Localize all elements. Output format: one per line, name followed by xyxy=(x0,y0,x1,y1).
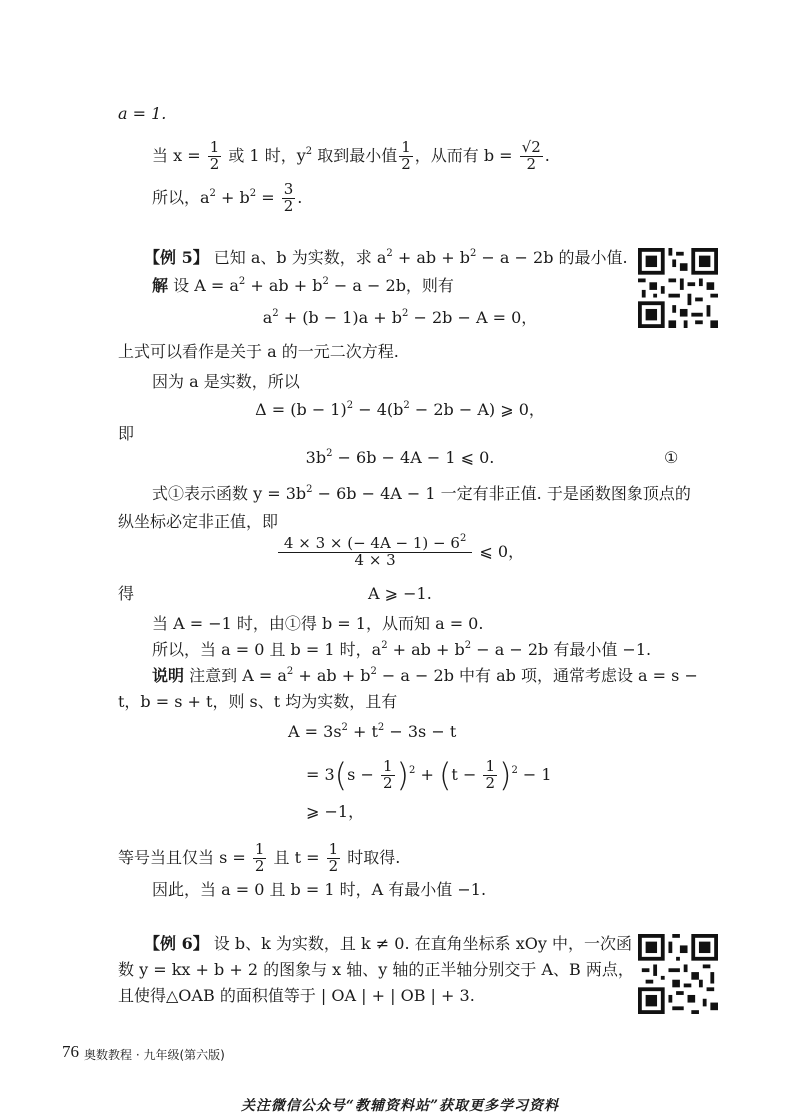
fraction: $\frac{3}{2}$ xyxy=(283,180,294,215)
text-line: 所以，当 a = 0 且 b = 1 时，$a^2$ + ab + $b^2 - a - 2b$ 有最小值 −1. xyxy=(152,640,652,659)
text-line: 因此，当 a = 0 且 b = 1 时，A 有最小值 −1. xyxy=(152,880,487,899)
text-line: 当 x = $\frac{1}{2}$ 或 1 时，$y^2$ 取到最小值 $\frac{1}{2}$ ，从而有 b = $\frac{√2}{2}$ . xyxy=(152,138,550,173)
fraction: $\frac{1}{2}$ xyxy=(254,840,265,875)
text-line: 即 xyxy=(118,424,135,443)
text-line: 上式可以看作是关于 a 的一元二次方程. xyxy=(118,342,399,361)
page-number: 76 xyxy=(62,1042,79,1061)
equation: $\frac{4 \times 3 \times (- 4A - 1) - 6^2}{4 \times 3}$ ⩽ 0， xyxy=(0,536,800,569)
equation: = 3(s − $\frac{1}{2}$ )$^2$ + (t − $\frac{1}{2}$ )$^2$ − 1 xyxy=(306,756,552,794)
fraction: $\frac{√2}{2}$ xyxy=(521,138,541,173)
note-line: 说明 注意到 $A = a^2$ + ab + $b^2 - a - 2b$ 中有 ab 项，通常考虑设 a = s − xyxy=(152,666,698,685)
equation: $a^2 + (b - 1)a + b^2 - 2b - A = 0$， xyxy=(262,308,538,327)
watermark-text: 关注微信公众号“教辅资料站”获取更多学习资料 xyxy=(240,1098,560,1114)
text-line: 且使得△OAB 的面积值等于 | OA | + | OB | + 3. xyxy=(118,986,475,1005)
fraction: $\frac{1}{2}$ xyxy=(328,840,339,875)
equation-number: ① xyxy=(664,448,679,467)
fraction: $\frac{4 \times 3 \times (- 4A - 1) - 6^2}{4 \times 3}$ xyxy=(278,536,472,569)
qr-code-icon xyxy=(638,934,718,1014)
text-line: a = 1. xyxy=(118,104,167,123)
example-6-header: 【例 6】 设 b、k 为实数，且 k ≠ 0. 在直角坐标系 xOy 中，一次函 xyxy=(144,934,632,953)
book-title: 奥数教程 · 九年级(第六版) xyxy=(84,1048,225,1062)
fraction: $\frac{1}{2}$ xyxy=(382,757,393,792)
text-line: 当 A = −1 时，由①得 b = 1，从而知 a = 0. xyxy=(152,614,484,633)
text-line: 纵坐标必定非正值，即 xyxy=(118,512,279,531)
solution-line: 解 设 $A = a^2$ + ab + $b^2 - a - 2b$，则有 xyxy=(152,276,454,295)
text-line: 所以，$a^2 + b^2$ = $\frac{3}{2}$ . xyxy=(152,180,303,215)
equation: $3b^2 - 6b - 4A - 1$ ⩽ 0. xyxy=(305,448,495,467)
example-5-header: 【例 5】 已知 a、b 为实数，求 $a^2$ + ab + $b^2 - a - 2b$ 的最小值. xyxy=(144,248,628,267)
equation: ⩾ −1， xyxy=(306,802,365,821)
text-line: 式①表示函数 $y = 3b^2 - 6b - 4A - 1$ 一定有非正值. 于是函数图象顶点的 xyxy=(152,484,691,503)
fraction: $\frac{1}{2}$ xyxy=(485,757,495,792)
text-line: 得 xyxy=(118,584,135,603)
text-line: t，b = s + t，则 s、t 均为实数，且有 xyxy=(118,692,398,711)
text-line: 因为 a 是实数，所以 xyxy=(152,372,300,391)
fraction: $\frac{1}{2}$ xyxy=(209,138,220,173)
equation: $\Delta = (b - 1)^2 - 4(b^2 - 2b - A)$ ⩾ 0， xyxy=(255,400,545,419)
text-line: 等号当且仅当 s = $\frac{1}{2}$ 且 t = $\frac{1}{2}$ 时取得. xyxy=(118,840,401,875)
text-line: 数 y = kx + b + 2 的图象与 x 轴、y 轴的正半轴分别交于 A、B 两点， xyxy=(118,960,634,979)
fraction: $\frac{1}{2}$ xyxy=(401,138,411,173)
equation: A ⩾ −1. xyxy=(368,584,432,603)
equation: $A = 3s^2 + t^2 - 3s - t$ xyxy=(288,722,457,741)
